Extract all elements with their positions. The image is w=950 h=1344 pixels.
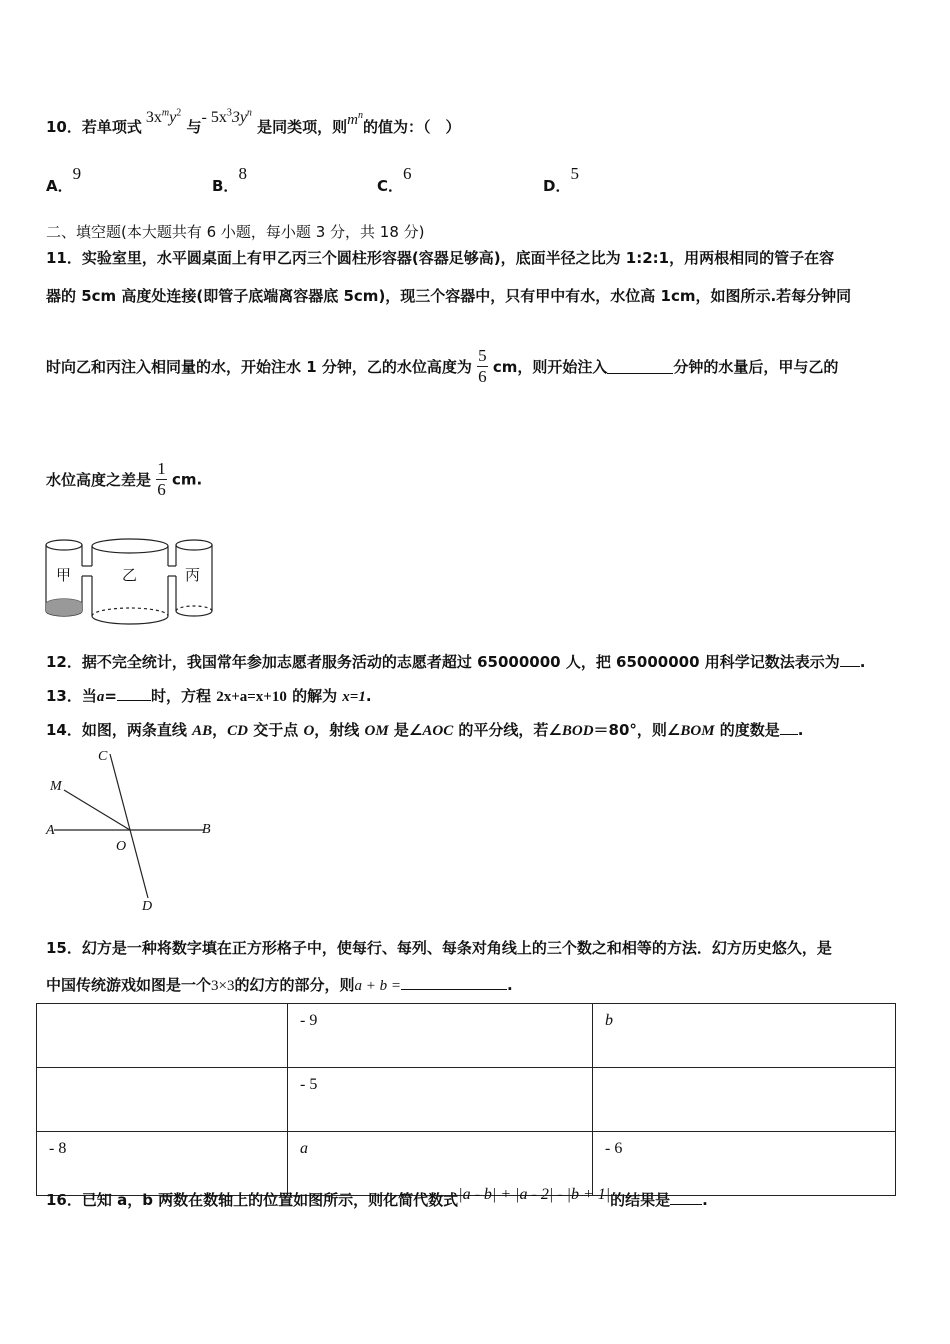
q11-line2: 器的 5cm 高度处连接(即管子底端离容器底 5cm)，现三个容器中，只有甲中有水，水位高 1cm，如图所示.若每分钟同 <box>46 287 852 305</box>
answer-blank[interactable] <box>607 359 673 374</box>
q10-option-a: A．9 <box>46 164 82 195</box>
point-a: A <box>46 823 55 838</box>
table-cell: - 9 <box>288 1004 593 1068</box>
point-m: M <box>50 779 62 794</box>
q10-option-b: B．8 <box>212 164 247 195</box>
point-b: B <box>202 822 211 837</box>
q13-line: 13．当a= 时，方程 2x+a=x+10 的解为 x=1. <box>46 687 372 705</box>
q15-line2: 中国传统游戏如图是一个3×3的幻方的部分，则a + b = . <box>46 976 513 994</box>
section-title: 二、填空题(本大题共有 6 小题，每小题 3 分，共 18 分) <box>46 223 425 241</box>
point-c: C <box>98 749 108 764</box>
q11-line4: 水位高度之差是 $\frac{1}{6}$ cm. <box>46 459 203 499</box>
label-yi: 乙 <box>122 566 138 584</box>
ray-om <box>64 790 130 830</box>
point-d: D <box>142 899 153 914</box>
table-cell: b <box>593 1004 896 1068</box>
table-row <box>37 1004 896 1068</box>
table-cell: - 5 <box>288 1068 593 1132</box>
fraction-5-6: $\frac{5}{6}$ <box>478 346 487 386</box>
q11-line1: 11．实验室里，水平圆桌面上有甲乙丙三个圆柱形容器(容器足够高)，底面半径之比为 1:2:1，用两根相同的管子在容 <box>46 249 835 267</box>
answer-blank[interactable] <box>670 1190 702 1205</box>
table-cell: a <box>288 1132 593 1196</box>
table-cell <box>37 1068 288 1132</box>
point-o: O <box>116 839 127 854</box>
answer-blank[interactable] <box>117 686 151 701</box>
table-cell <box>593 1068 896 1132</box>
fraction-1-6: $\frac{1}{6}$ <box>157 459 166 499</box>
table-cell: - 8 <box>37 1132 288 1196</box>
answer-blank[interactable] <box>780 720 798 735</box>
q14-line: 14．如图，两条直线 AB，CD 交于点 O，射线 OM 是∠AOC 的平分线，若∠BOD＝80°，则∠BOM 的度数是 . <box>46 721 804 739</box>
magic-square-table <box>36 1003 896 1196</box>
table-cell <box>37 1004 288 1068</box>
answer-blank[interactable] <box>401 975 507 990</box>
q15-line1: 15．幻方是一种将数字填在正方形格子中，使每行、每列、每条对角线上的三个数之和相等的方法．幻方历史悠久，是 <box>46 939 832 957</box>
answer-blank[interactable] <box>840 652 860 667</box>
q10-line: 10．若单项式 $3x^my^2$ 与- $5x^33y^n$ 是同类项，则$m^n$的值为：（ ） <box>46 107 461 136</box>
q11-line3: 时向乙和丙注入相同量的水，开始注水 1 分钟，乙的水位高度为 $\frac{5}{6}$ cm，则开始注入 分钟的水量后，甲与乙的 <box>46 346 839 386</box>
q10-option-c: C．6 <box>377 164 412 195</box>
q10-option-d: D．5 <box>543 164 579 195</box>
line-cd <box>110 754 148 898</box>
angle-figure <box>44 746 224 914</box>
label-jia: 甲 <box>56 566 72 584</box>
q16-line: 16．已知 a，b 两数在数轴上的位置如图所示，则化简代数式|a - b| + |a - 2| - |b + 1|的结果是 . <box>46 1186 708 1209</box>
table-row <box>37 1068 896 1132</box>
q12-line: 12．据不完全统计，我国常年参加志愿者服务活动的志愿者超过 65000000 人，把 65000000 用科学记数法表示为 . <box>46 653 866 671</box>
cylinders-figure <box>44 536 216 632</box>
table-cell: - 6 <box>593 1132 896 1196</box>
label-bing: 丙 <box>185 566 201 584</box>
